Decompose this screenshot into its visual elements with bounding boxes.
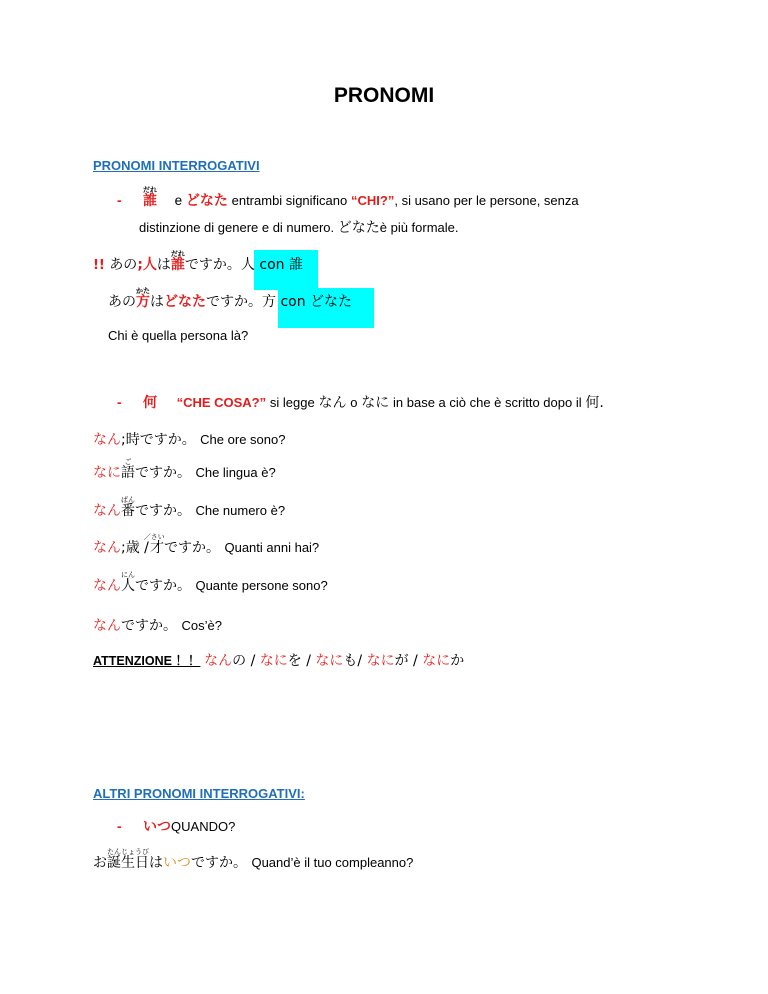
label-che-cosa: “CHE COSA?” bbox=[176, 395, 267, 410]
bullet-item-quando: - いつQUANDO? bbox=[117, 819, 236, 835]
highlight-text-2: 方 con どなた bbox=[262, 294, 353, 310]
section-heading-altri: ALTRI PRONOMI INTERROGATIVI: bbox=[93, 786, 305, 801]
page-title: PRONOMI bbox=[333, 84, 435, 107]
example-ano-kata: あの方かたはどなたですか。方 con どなた bbox=[108, 287, 353, 310]
section-heading-interrogativi: PRONOMI INTERROGATIVI bbox=[93, 158, 260, 173]
example-row: なん番ばんですか。 Che numero è? bbox=[93, 496, 286, 519]
example-row: なん;歳 /才／さいですか。 Quanti anni hai? bbox=[93, 533, 320, 556]
example-row: なん人にんですか。 Quante persone sono? bbox=[93, 571, 328, 594]
attenzione-label: ATTENZIONE ！！ bbox=[93, 654, 201, 668]
text-persone: , si usano per le persone, senza bbox=[394, 193, 579, 208]
bullet-item-che-cosa: - 何 “CHE COSA?” si legge なん o なに in base a ciò che è scritto dopo il 何. bbox=[117, 395, 604, 411]
bullet-dash: - bbox=[117, 193, 122, 208]
text-significano: entrambi significano bbox=[231, 193, 348, 208]
item-chi-line2: distinzione di genere e di numero. どなたè più formale. bbox=[139, 220, 459, 236]
highlight-text-1: 人 con 誰 bbox=[240, 257, 303, 273]
kana-donata: どなた bbox=[185, 193, 228, 209]
example-row: なに語ごですか。 Che lingua è? bbox=[93, 458, 276, 481]
translation-chi: Chi è quella persona là? bbox=[108, 328, 249, 343]
kanji-nani: 何 bbox=[143, 395, 158, 411]
attenzione-line: ATTENZIONE ！！ なんの / なにを / なにも/ なにが / なにか bbox=[93, 653, 465, 669]
example-row: なん;時ですか。 Che ore sono? bbox=[93, 432, 286, 448]
kana-itsu: いつ bbox=[143, 819, 172, 835]
bullet-item-chi bbox=[117, 186, 579, 210]
conj-e: e bbox=[174, 193, 183, 208]
label-chi: “CHI?” bbox=[351, 193, 395, 208]
kanji-dare: 誰だれ bbox=[143, 186, 158, 209]
example-row: なんですか。 Cos’è? bbox=[93, 618, 222, 634]
example-ano-hito: !! あの;人は誰だれですか。人 con 誰 bbox=[93, 250, 303, 273]
example-tanjoubi: お誕生日たんじょうびはいつですか。 Quand’è il tuo compleanno? bbox=[93, 848, 414, 871]
